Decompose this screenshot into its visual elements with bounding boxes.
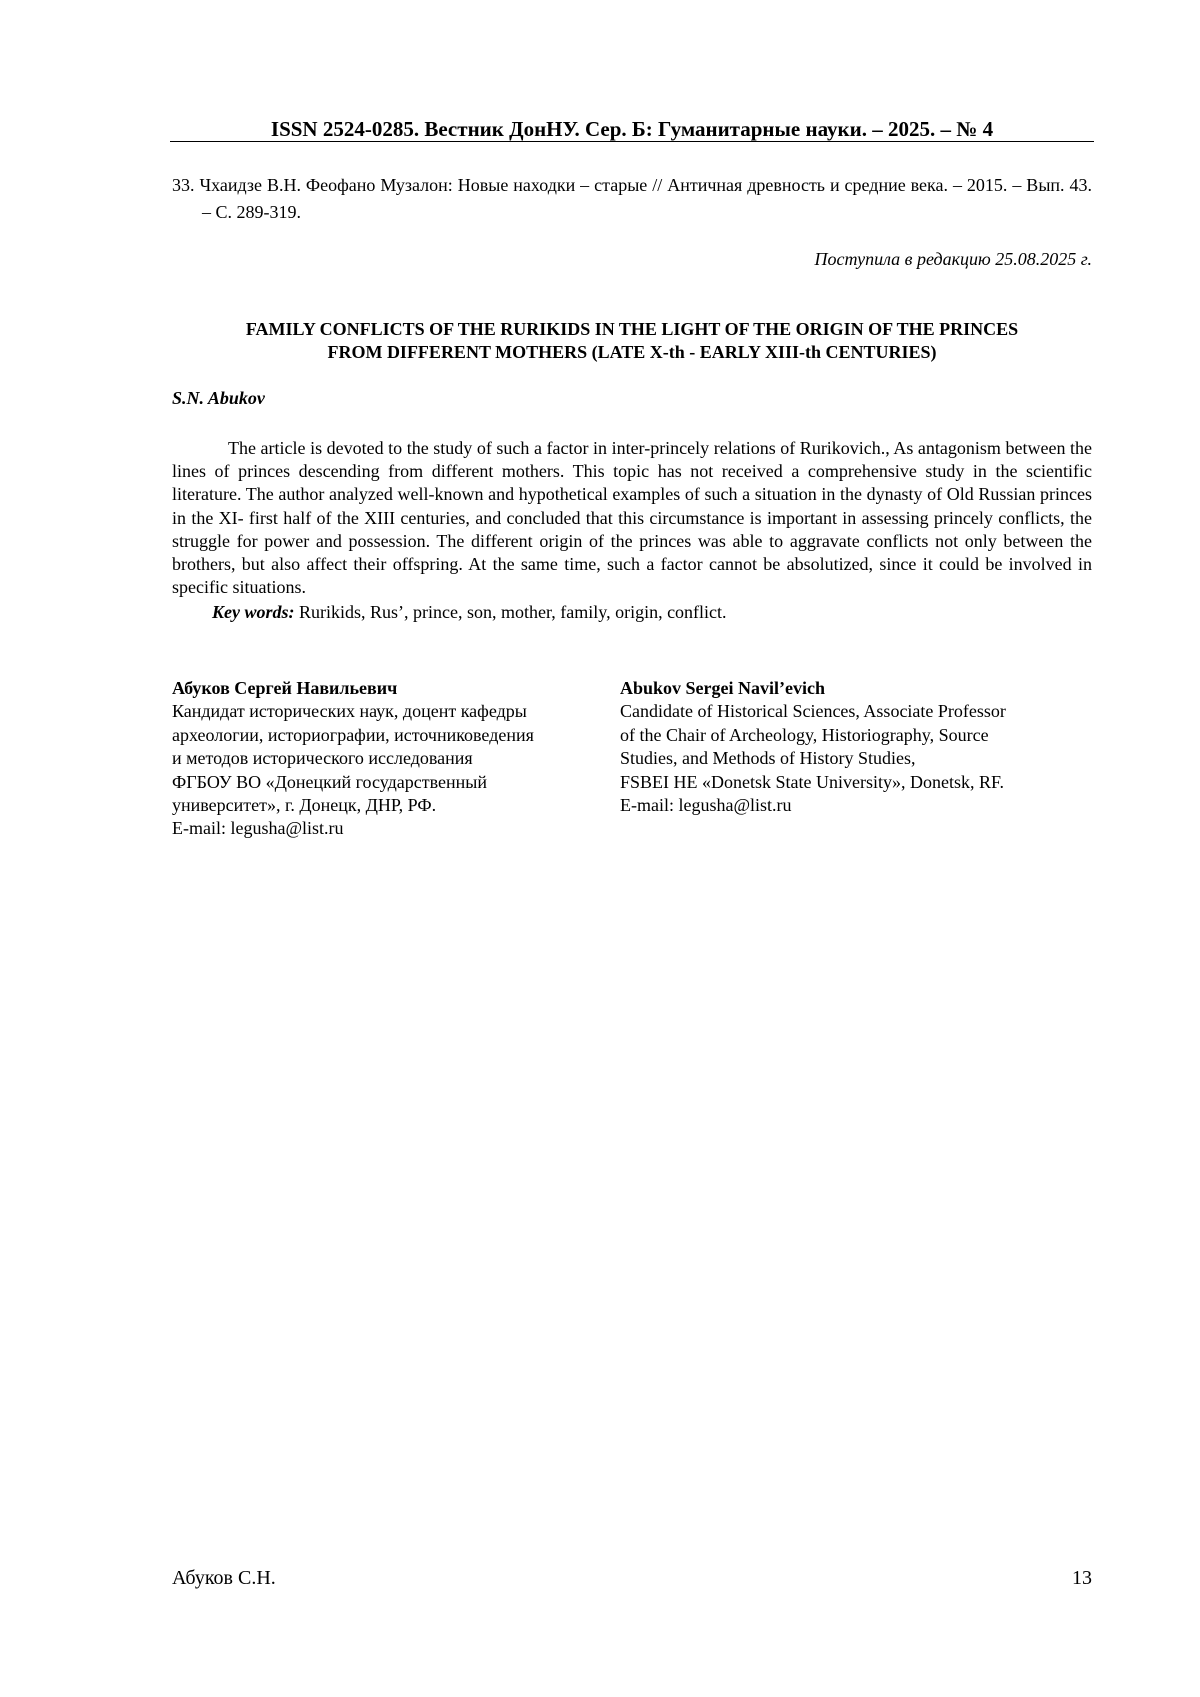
- author-info-ru-line: археологии, историографии, источниковедения: [172, 724, 534, 745]
- author-info-english: [620, 677, 1090, 817]
- author-info-russian: [172, 677, 592, 841]
- author-info-en-line: of the Chair of Archeology, Historiography, Source: [620, 724, 989, 745]
- article-title-line-1: FAMILY CONFLICTS OF THE RURIKIDS IN THE LIGHT OF THE ORIGIN OF THE PRINCES: [245, 319, 1019, 339]
- keywords: [172, 600, 1092, 624]
- keywords-label: Key words:: [212, 602, 295, 622]
- abstract: The article is devoted to the study of such a factor in inter-princely relations of Rurikovich., As antagonism between the lines of princes descending from different mothers. This topic has not received a comprehensive study in the scientific literature. The author analyzed well-known and hypothetical examples of such a situation in the dynasty of Old Russian princes in the XI- first half of the XIII centuries, and concluded that this circumstance is important in assessing princely conflicts, the struggle for power and possession. The different origin of the princes was able to aggravate conflicts not only between the brothers, but also affect their offspring. At the same time, such a factor cannot be absolutized, since it could be involved in specific situations.: [172, 438, 1092, 598]
- author-info-ru-line: университет», г. Донецк, ДНР, РФ.: [172, 795, 437, 816]
- author-info-en-line: Candidate of Historical Sciences, Associate Professor: [620, 701, 1006, 722]
- author-info-en-line: Studies, and Methods of History Studies,: [620, 748, 916, 769]
- article-title: [172, 318, 1092, 364]
- reference-entry: 33. Чхаидзе В.Н. Феофано Музалон: Новые находки – старые // Античная древность и средние века. – 2015. – Вып. 43. – С. 289-319.: [172, 175, 1092, 222]
- author-info-ru-line: Кандидат исторических наук, доцент кафедры: [172, 701, 527, 722]
- keywords-list: Rurikids, Rus’, prince, son, mother, family, origin, conflict.: [299, 602, 727, 622]
- author-email-en: E-mail: legusha@list.ru: [620, 795, 792, 816]
- footer-author: Абуков С.Н.: [172, 1567, 276, 1589]
- author-info-ru-line: и методов исторического исследования: [172, 748, 473, 769]
- author-name-ru: Абуков Сергей Навильевич: [172, 678, 398, 698]
- article-title-line-2: FROM DIFFERENT MOTHERS (LATE X-th - EARLY XIII-th CENTURIES): [327, 342, 937, 362]
- author-info-en-line: FSBEI HE «Donetsk State University», Donetsk, RF.: [620, 771, 1005, 792]
- author-info-ru-line: ФГБОУ ВО «Донецкий государственный: [172, 771, 487, 792]
- author-name-en: Abukov Sergei Navil’evich: [620, 678, 825, 698]
- received-date: Поступила в редакцию 25.08.2025 г.: [814, 249, 1092, 269]
- journal-header: ISSN 2524-0285. Вестник ДонНУ. Сер. Б: Гуманитарные науки. – 2025. – № 4: [270, 117, 994, 141]
- article-author: S.N. Abukov: [172, 388, 265, 408]
- author-email-ru: E-mail: legusha@list.ru: [172, 818, 344, 839]
- page-number: 13: [1072, 1567, 1092, 1589]
- header-rule: [170, 141, 1094, 142]
